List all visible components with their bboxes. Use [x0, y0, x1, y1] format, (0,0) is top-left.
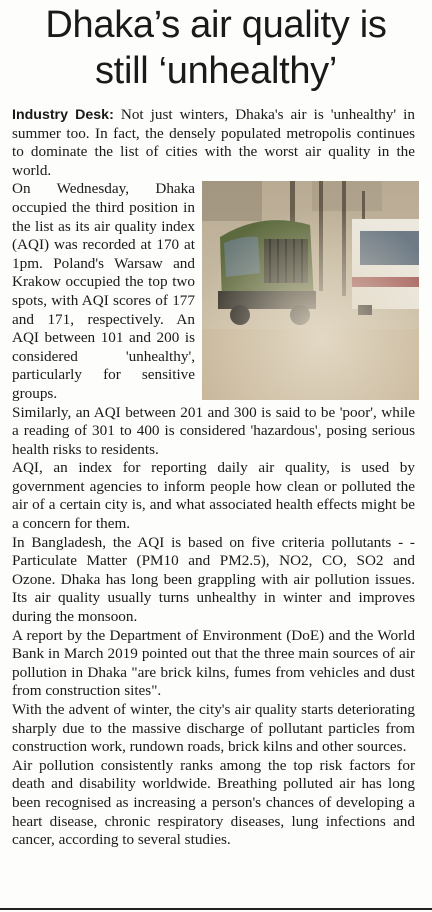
paragraph-1 — [12, 106, 415, 180]
paragraph-5: In Bangladesh, the AQI is based on five criteria pollutants - - Particulate Matter (PM10 and PM2.5), NO2, CO, SO2 and Ozone. Dhaka has long been grappling with air pollution issues. Its air quality usually turns unhealthy in winter and improves during the monsoon. — [12, 533, 415, 626]
paragraph-2: On Wednesday, Dhaka occupied the third position in the list as its air quality index (AQI) was recorded at 170 at 1pm. Poland's Warsaw and Krakow occupied the top two spots, with AQI scores of 177 and 171, respectively. An AQI between 101 and 200 is considered 'unhealthy', particularly for sensitive groups. — [12, 180, 195, 402]
street-dust-photo — [202, 181, 419, 400]
paragraph-4: AQI, an index for reporting daily air quality, is used by government agencies to inform people how clean or polluted the air of a certain city is, and what associated health effects might be a concern for them. — [12, 459, 415, 533]
headline-line-2: still ‘unhealthy’ — [94, 50, 338, 92]
bottom-rule — [0, 908, 432, 910]
paragraph-8: Air pollution consistently ranks among the top risk factors for death and disability worldwide. Breathing polluted air has long been recognised as increasing a person's chances of developing a heart disease, chronic respiratory diseases, lung infections and cancer, according to several studies. — [12, 756, 415, 849]
headline-line-1: Dhaka’s air quality is — [45, 4, 387, 46]
headline — [8, 2, 424, 94]
paragraph-6: A report by the Department of Environment (DoE) and the World Bank in March 2019 pointed out that the three main sources of air pollution in Dhaka "are brick kilns, fumes from vehicles and dust from construction sites". — [12, 626, 415, 700]
paragraph-1-text: Not just winters, Dhaka's air is 'unhealthy' in summer too. In fact, the densely populated metropolis continues to dominate the list of cities with the worst air quality in the world. — [12, 106, 415, 179]
article-body — [12, 106, 415, 850]
paragraph-7: With the advent of winter, the city's air quality starts deteriorating sharply due to the massive discharge of pollutant particles from construction work, rundown roads, brick kilns and other sources. — [12, 701, 415, 756]
photo-illustration — [202, 181, 419, 400]
desk-label: Industry Desk: — [12, 107, 114, 123]
paragraph-3: Similarly, an AQI between 201 and 300 is said to be 'poor', while a reading of 301 to 400 is considered 'hazardous', posing serious health risks to residents. — [12, 403, 415, 458]
